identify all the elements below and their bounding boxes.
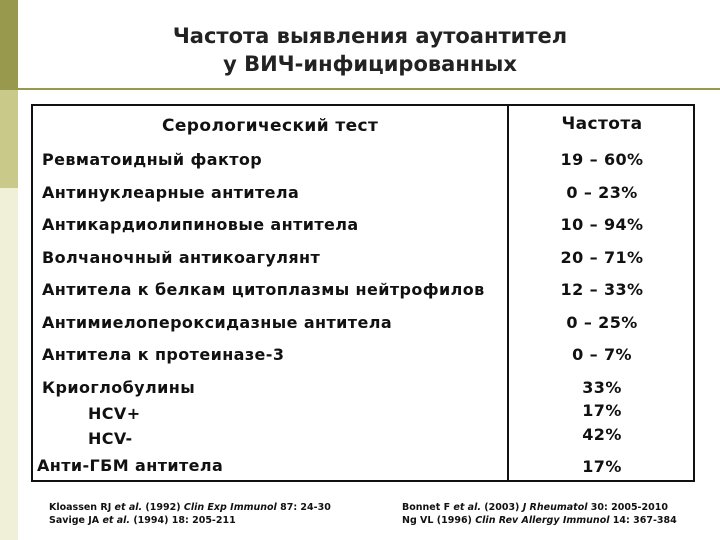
reference-line: Kloassen RJ et al. (1992) Clin Exp Immunol 87: 24-30 [49,502,331,513]
header-test: Серологический тест [162,116,379,136]
cryo-sub-hcv-negative: HCV- [88,429,133,448]
gbm-test: Анти-ГБМ антитела [37,456,224,475]
references-left [49,501,331,527]
title-divider-line [0,88,720,90]
row-frequency: 0 – 7% [572,345,632,364]
slide-title [100,22,640,78]
cryo-frequency-hcv-positive: 17% [582,401,622,420]
accent-bar-top [0,0,18,88]
row-frequency: 10 – 94% [560,215,644,234]
slide-title-line-2: у ВИЧ-инфицированных [223,52,517,76]
cryo-sub-hcv-positive: HCV+ [88,404,141,423]
gbm-frequency: 17% [582,457,622,476]
header-frequency: Частота [561,114,643,134]
cryo-test: Криоглобулины [42,378,196,397]
row-test: Антикардиолипиновые антитела [42,215,359,234]
accent-bar-middle [0,88,18,188]
row-test: Волчаночный антикоагулянт [42,248,321,267]
cryo-frequency-total: 33% [582,378,622,397]
row-frequency: 12 – 33% [560,280,644,299]
row-test: Ревматоидный фактор [42,150,263,169]
row-frequency: 19 – 60% [560,150,644,169]
reference-line: Bonnet F et al. (2003) J Rheumatol 30: 2005-2010 [402,502,668,513]
accent-bar-bottom [0,188,18,540]
row-frequency: 20 – 71% [560,248,644,267]
row-test: Антимиелопероксидазные антитела [42,313,393,332]
reference-line: Ng VL (1996) Clin Rev Allergy Immunol 14: 367-384 [402,515,677,526]
slide-title-line-1: Частота выявления аутоантител [172,24,568,48]
row-test: Антинуклеарные антитела [42,183,300,202]
row-test: Антитела к протеиназе-3 [42,345,285,364]
references-right [402,501,677,527]
cryo-frequency-hcv-negative: 42% [582,425,622,444]
row-frequency: 0 – 23% [566,183,638,202]
table-column-divider [507,104,509,482]
row-frequency: 0 – 25% [566,313,638,332]
row-test: Антитела к белкам цитоплазмы нейтрофилов [42,280,485,299]
reference-line: Savige JA et al. (1994) 18: 205-211 [49,515,236,526]
